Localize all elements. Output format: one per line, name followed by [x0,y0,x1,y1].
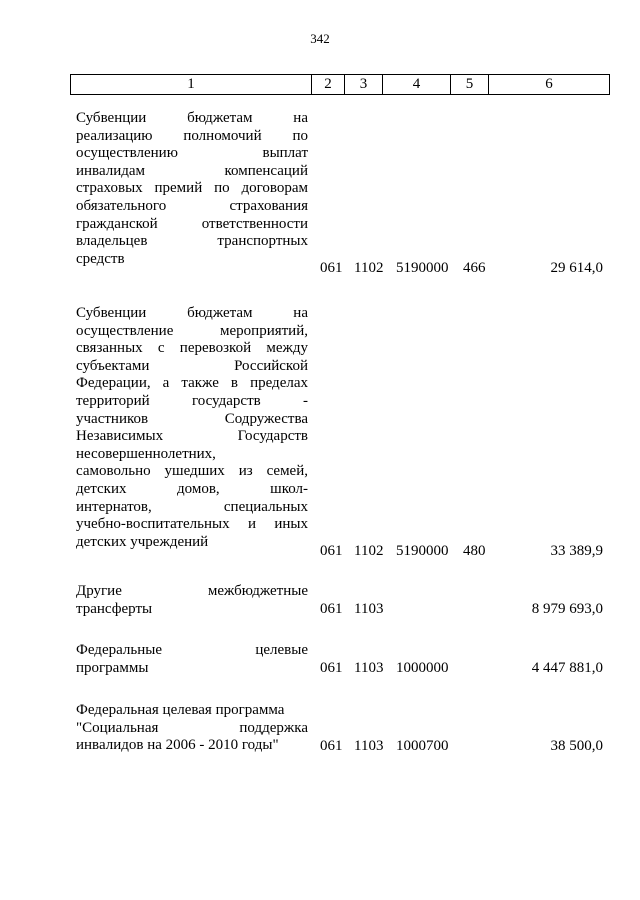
row-codes [70,738,610,756]
amount: 4 447 881,0 [531,660,603,677]
row-codes [70,601,610,619]
description-line: Федеральные целевые [76,642,308,658]
table-row [70,583,610,619]
column-header-table [70,74,610,95]
description-line: участников Содружества [76,410,308,427]
code-col3: 1102 [354,543,384,560]
code-col2: 061 [320,660,343,677]
description-line: гражданской ответственности [76,215,308,232]
page-number: 342 [310,31,330,46]
description-line: программы [76,659,149,676]
row-codes [70,543,610,561]
description-line: инвалидов на 2006 - 2010 годы" [76,737,279,754]
description-line: связанных с перевозкой между [76,340,308,357]
description-line: Субвенции бюджетам на [76,305,308,321]
amount: 29 614,0 [550,260,603,277]
description-line: реализацию полномочий по [76,127,308,144]
column-header-3: 3 [345,75,383,95]
amount: 38 500,0 [550,738,603,755]
table-row [70,642,610,678]
description-line: владельцев транспортных [76,233,308,250]
code-col4: 1000700 [396,738,449,755]
row-description [76,305,308,551]
description-line: детских учреждений [76,533,209,550]
amount: 33 389,9 [550,543,603,560]
code-col3: 1103 [354,660,384,677]
description-line: Федерации, а также в пределах [76,375,308,392]
description-line: Независимых Государств [76,428,308,445]
description-line: осуществление мероприятий, [76,322,308,339]
table-row [70,305,610,561]
description-line: трансферты [76,600,153,617]
code-col2: 061 [320,260,343,277]
table-row [70,702,610,756]
row-description [76,110,308,268]
row-codes [70,660,610,678]
column-header-2: 2 [312,75,345,95]
description-line: самовольно ушедших из семей, [76,463,308,480]
description-line: Другие межбюджетные [76,583,308,599]
code-col5: 480 [463,543,486,560]
description-line: территорий государств - [76,392,308,409]
description-line: Федеральная целевая программа [76,702,285,718]
code-col4: 1000000 [396,660,449,677]
description-line: средств [76,250,125,267]
description-line: интернатов, специальных [76,498,308,515]
description-line: Субвенции бюджетам на [76,110,308,126]
code-col4: 5190000 [396,260,449,277]
column-header-5: 5 [451,75,489,95]
code-col5: 466 [463,260,486,277]
description-line: детских домов, школ- [76,480,308,497]
code-col4: 5190000 [396,543,449,560]
column-header-1: 1 [71,75,312,95]
code-col2: 061 [320,543,343,560]
table-row [70,110,610,278]
code-col3: 1102 [354,260,384,277]
description-line: субъектами Российской [76,357,308,374]
column-header-4: 4 [383,75,451,95]
code-col2: 061 [320,601,343,618]
description-line: обязательного страхования [76,197,308,214]
code-col2: 061 [320,738,343,755]
row-codes [70,260,610,278]
code-col3: 1103 [354,601,384,618]
column-header-6: 6 [489,75,610,95]
description-line: осуществлению выплат [76,145,308,162]
description-line: учебно-воспитательных и иных [76,516,308,533]
code-col3: 1103 [354,738,384,755]
description-line: "Социальная поддержка [76,719,308,736]
description-line: страховых премий по договорам [76,180,308,197]
description-line: несовершеннолетних, [76,445,216,462]
amount: 8 979 693,0 [531,601,603,618]
description-line: инвалидам компенсаций [76,162,308,179]
